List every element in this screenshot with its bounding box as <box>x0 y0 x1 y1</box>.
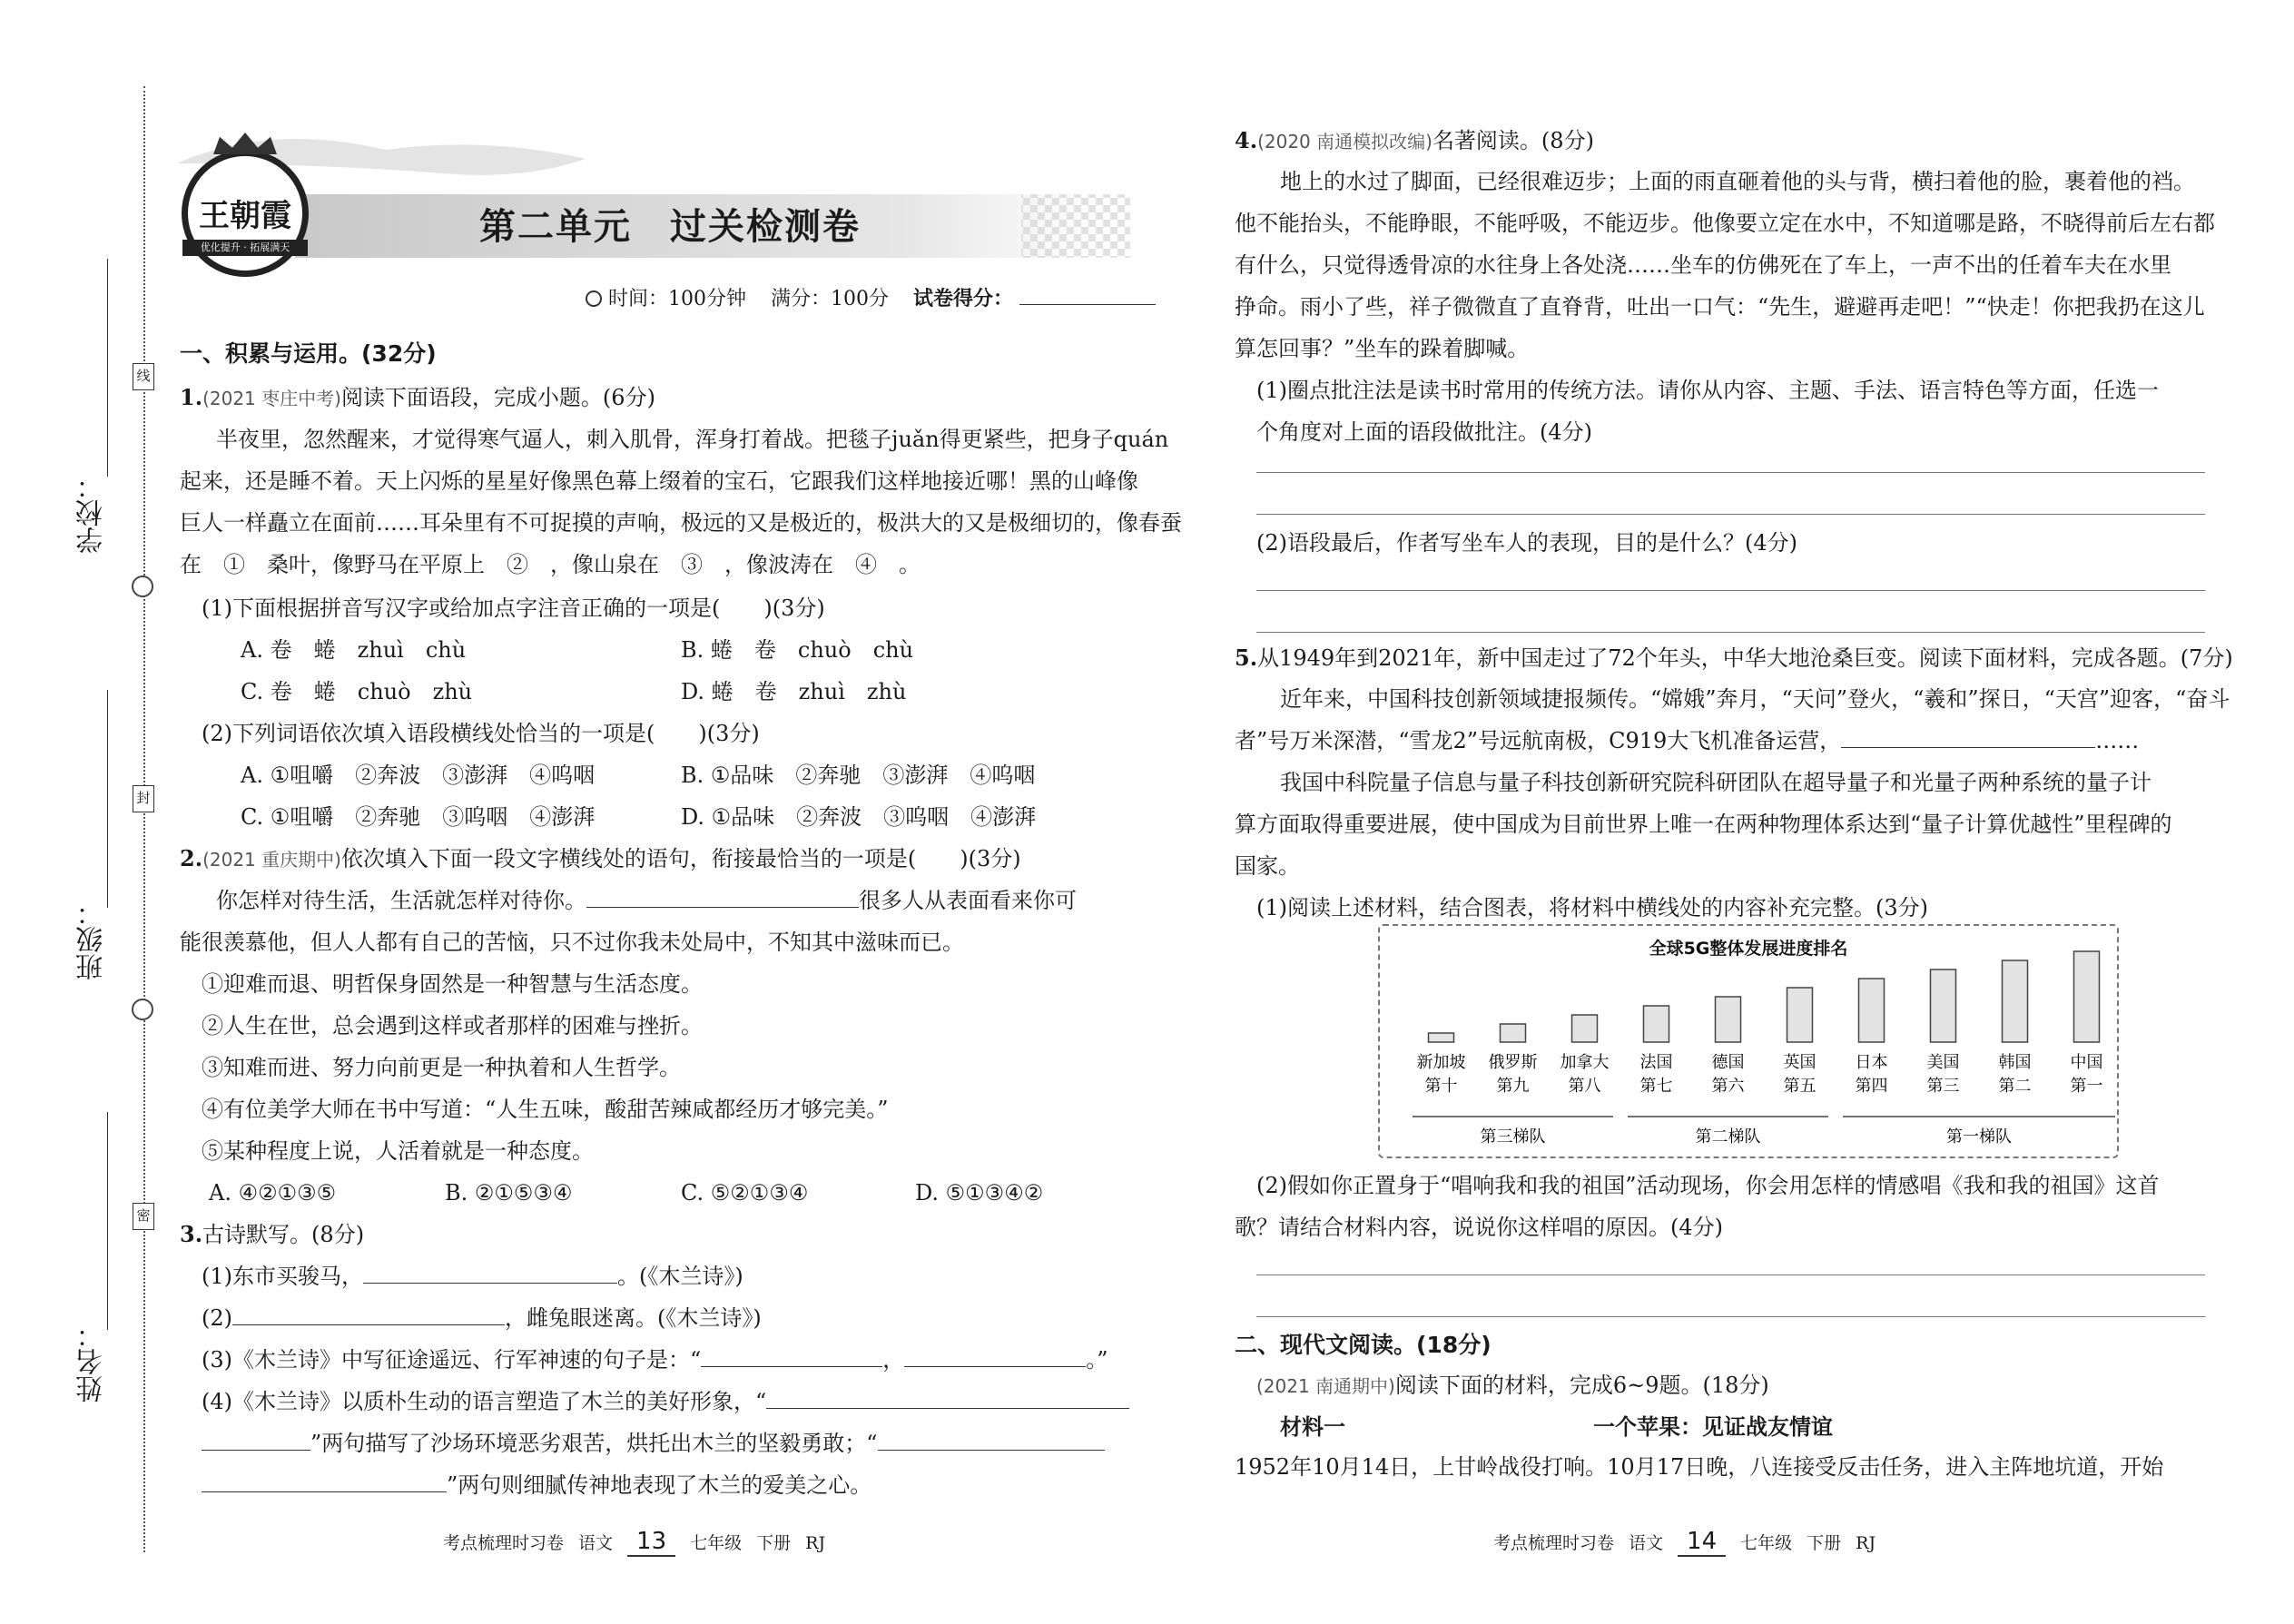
bar-chart <box>1378 924 2119 1158</box>
q2-option[interactable]: C. ⑤②①③④ <box>681 1180 809 1206</box>
q3-item4: (4)《木兰诗》以质朴生动的语言塑造了木兰的美好形象，“ <box>202 1383 1129 1420</box>
country-label: 美国 <box>1926 1053 1960 1072</box>
bar-法国 <box>1644 1006 1669 1042</box>
exam-info <box>586 281 1156 311</box>
q4-passage-line: 挣命。雨小了些，祥子微微直了直脊背，吐出一口气：“先生，避避再走吧！”“快走！你把我扔在这儿 <box>1235 294 2205 320</box>
school-underline <box>107 259 108 477</box>
brand-logo <box>182 150 309 277</box>
q1-sub1: (1)下面根据拼音写汉字或给加点字注音正确的一项是( )(3分) <box>202 595 825 621</box>
q1-sub2-option[interactable]: C. ①咀嚼 ②奔驰 ③呜咽 ④澎湃 <box>241 804 596 830</box>
q5-answer-blank[interactable] <box>1841 724 2095 748</box>
q1-passage-line: 起来，还是睡不着。天上闪烁的星星好像黑色幕上缀着的宝石，它跟我们这样地接近哪！黑的山峰像 <box>180 468 1138 494</box>
q5-para2-line: 我国中科院量子信息与量子科技创新研究院科研团队在超导量子和光量子两种系统的量子计 <box>1280 770 2151 795</box>
q1-stem: 1.(2021 枣庄中考)阅读下面语段，完成小题。(6分) <box>180 384 655 410</box>
bar-俄罗斯 <box>1501 1024 1526 1042</box>
rank-label: 第四 <box>1855 1077 1888 1096</box>
q5-sub2-cont: 歌？请结合材料内容，说说你这样唱的原因。(4分) <box>1235 1215 1723 1240</box>
q5-stem: 5.从1949年到2021年，新中国走过了72个年头，中华大地沧桑巨变。阅读下面材料，完成各题。(7分) <box>1235 645 2233 671</box>
bar-美国 <box>1931 969 1956 1042</box>
binding-ornament-icon <box>132 576 153 597</box>
material-label: 材料一 <box>1280 1414 1345 1440</box>
q4-passage-line: 他不能抬头，不能睁眼，不能呼吸，不能迈步。他像要立定在水中，不知道哪是路，不晓得前后左右都 <box>1235 211 2215 236</box>
q1-passage-line: 半夜里，忽然醒来，才觉得寒气逼人，刺入肌骨，浑身打着战。把毯子juǎn得更紧些，把身子quán <box>216 427 1169 452</box>
q1-sub1-option[interactable]: C. 卷 蜷 chuò zhù <box>241 679 473 704</box>
section2-intro: (2021 南通期中)阅读下面的材料，完成6~9题。(18分) <box>1256 1373 1769 1398</box>
q2-item: ③知难而进、努力向前更是一种执着和人生哲学。 <box>202 1055 681 1080</box>
q1-sub2-option[interactable]: B. ①品味 ②奔驰 ③澎湃 ④呜咽 <box>681 763 1036 788</box>
country-label: 俄罗斯 <box>1488 1053 1538 1072</box>
q1-sub2-option[interactable]: D. ①品味 ②奔波 ③呜咽 ④澎湃 <box>681 804 1037 830</box>
q2-option[interactable]: B. ②①⑤③④ <box>445 1180 573 1206</box>
q2-item: ⑤某种程度上说，人活着就是一种态度。 <box>202 1138 594 1164</box>
chart-title: 全球5G整体发展进度排名 <box>1649 939 1848 959</box>
q4-sub2: (2)语段最后，作者写坐车人的表现，目的是什么？(4分) <box>1256 530 1797 556</box>
name-label: 姓名： <box>76 1321 108 1403</box>
rank-label: 第五 <box>1783 1077 1816 1096</box>
q2-item: ①迎难而退、明哲保身固然是一种智慧与生活态度。 <box>202 971 703 997</box>
q4-sub1-cont: 个角度对上面的语段做批注。(4分) <box>1256 419 1592 445</box>
rank-label: 第十 <box>1424 1077 1458 1096</box>
country-label: 中国 <box>2070 1053 2103 1072</box>
q3-item4-cont: ”两句描写了沙场环境恶劣艰苦，烘托出木兰的坚毅勇敢；“ <box>202 1425 1105 1462</box>
bar-中国 <box>2074 951 2100 1042</box>
q3-blank[interactable] <box>904 1343 1086 1367</box>
q5-para2-line: 国家。 <box>1235 853 1300 879</box>
q1-sub2: (2)下列词语依次填入语段横线处恰当的一项是( )(3分) <box>202 721 760 746</box>
score-label: 满分：100分 <box>771 288 889 310</box>
group-label: 第二梯队 <box>1695 1127 1761 1147</box>
q5-sub2-answer-line[interactable] <box>1256 1316 2205 1317</box>
q1-passage-line: 在 ① 桑叶，像野马在平原上 ② ，像山泉在 ③ ，像波涛在 ④ 。 <box>180 552 921 577</box>
logo-text: 王朝霞 <box>199 198 291 234</box>
q3-item3: (3)《木兰诗》中写征途遥远、行军神速的句子是：“ ， 。” <box>202 1342 1108 1378</box>
rank-label: 第九 <box>1496 1077 1530 1096</box>
group-label: 第三梯队 <box>1480 1127 1546 1147</box>
q3-blank[interactable] <box>878 1427 1105 1451</box>
bar-韩国 <box>2003 960 2028 1042</box>
clock-icon <box>586 290 602 307</box>
country-label: 英国 <box>1783 1053 1816 1072</box>
q4-stem: 4.(2020 南通模拟改编)名著阅读。(8分) <box>1235 127 1594 153</box>
bar-新加坡 <box>1429 1033 1454 1042</box>
q3-stem: 3.古诗默写。(8分) <box>180 1221 365 1247</box>
section2-heading: 二、现代文阅读。(18分) <box>1235 1332 1492 1358</box>
page-title: 第二单元 过关检测卷 <box>479 206 861 248</box>
class-label: 班级： <box>76 899 108 980</box>
q3-item2: (2) ，雌兔眼迷离。(《木兰诗》) <box>202 1300 762 1336</box>
group-label: 第一梯队 <box>1946 1127 2012 1147</box>
q4-sub1-answer-line[interactable] <box>1256 514 2205 515</box>
name-underline <box>107 1112 108 1330</box>
q2-item: ④有位美学大师在书中写道：“人生五味，酸甜苦辣咸都经历才够完美。” <box>202 1097 889 1122</box>
q5-para2-line: 算方面取得重要进展，使中国成为目前世界上唯一在两种物理体系达到“量子计算优越性”里程碑的 <box>1235 812 2172 837</box>
q3-blank[interactable] <box>232 1302 505 1325</box>
q4-sub1-answer-line[interactable] <box>1256 472 2205 473</box>
country-label: 韩国 <box>1998 1053 2032 1072</box>
binding-ornament-icon <box>132 999 153 1020</box>
rank-label: 第八 <box>1568 1077 1601 1096</box>
rank-label: 第七 <box>1639 1077 1673 1096</box>
q2-option[interactable]: D. ⑤①③④② <box>915 1180 1044 1206</box>
school-label: 学校： <box>76 472 108 554</box>
q1-sub2-option[interactable]: A. ①咀嚼 ②奔波 ③澎湃 ④呜咽 <box>241 763 596 788</box>
q2-stem: 2.(2021 重庆期中)依次填入下面一段文字横线处的语句，衔接最恰当的一项是( )(3分) <box>180 845 1021 871</box>
paper-score-field[interactable] <box>1019 281 1156 305</box>
binding-mark-seal: 封 <box>133 785 154 812</box>
time-label: 时间：100分钟 <box>608 288 746 310</box>
q2-option[interactable]: A. ④②①③⑤ <box>209 1180 337 1206</box>
country-label: 新加坡 <box>1416 1053 1466 1072</box>
bar-加拿大 <box>1572 1015 1598 1042</box>
page-number: 14 <box>1678 1528 1726 1557</box>
q3-blank[interactable] <box>202 1427 310 1451</box>
bar-德国 <box>1716 997 1741 1042</box>
rank-label: 第二 <box>1998 1077 2032 1096</box>
material-text: 1952年10月14日，上甘岭战役打响。10月17日晚，八连接受反击任务，进入主阵地坑道，开始 <box>1235 1454 2164 1480</box>
q5-para1-line2: 者”号万米深潜，“雪龙2”号远航南极，C919大飞机准备运营， …… <box>1235 723 2139 759</box>
q2-answer-blank[interactable] <box>586 884 859 908</box>
material-title: 一个苹果：见证战友情谊 <box>1593 1414 1833 1440</box>
q1-sub1-option[interactable]: D. 蜷 卷 zhuì zhù <box>681 679 907 704</box>
logo-slogan: 优化提升 · 拓展满天 <box>182 240 308 256</box>
q5-para1-line: 近年来，中国科技创新领域捷报频传。“嫦娥”奔月，“天问”登火，“羲和”探日，“天宫”迎客，“奋斗 <box>1280 686 2230 712</box>
q3-blank[interactable] <box>202 1469 447 1492</box>
country-label: 日本 <box>1855 1053 1888 1072</box>
q5-sub2: (2)假如你正置身于“唱响我和我的祖国”活动现场，你会用怎样的情感唱《我和我的祖国》这首 <box>1256 1173 2160 1198</box>
bar-英国 <box>1787 988 1813 1042</box>
footer-left: 考点梳理时习卷 语文 13 七年级 下册 RJ <box>443 1528 826 1555</box>
binding-mark-secret: 密 <box>133 1203 154 1230</box>
q3-blank[interactable] <box>701 1343 882 1367</box>
q4-sub2-answer-line[interactable] <box>1256 632 2205 633</box>
q3-blank[interactable] <box>363 1260 617 1284</box>
rank-label: 第一 <box>2070 1077 2103 1096</box>
country-label: 法国 <box>1639 1053 1673 1072</box>
q1-passage-line: 巨人一样矗立在面前……耳朵里有不可捉摸的声响，极远的又是极近的，极洪大的又是极细切的，像春蚕 <box>180 510 1182 536</box>
q4-sub2-answer-line[interactable] <box>1256 590 2205 591</box>
q4-passage-line: 有什么，只觉得透骨凉的水往身上各处浇……坐车的仿佛死在了车上，一声不出的任着车夫在水里 <box>1235 252 2171 278</box>
q5-sub1: (1)阅读上述材料，结合图表，将材料中横线处的内容补充完整。(3分) <box>1256 895 1928 920</box>
q4-sub1: (1)圈点批注法是读书时常用的传统方法。请你从内容、主题、手法、语言特色等方面，任选一 <box>1256 378 2159 403</box>
q3-item4-end: ”两句则细腻传神地表现了木兰的爱美之心。 <box>202 1467 871 1503</box>
binding-dashed-line <box>143 86 145 1552</box>
q1-sub1-option[interactable]: B. 蜷 卷 chuò chù <box>681 637 914 663</box>
country-label: 德国 <box>1711 1053 1745 1072</box>
rank-label: 第三 <box>1926 1077 1960 1096</box>
footer-right: 考点梳理时习卷 语文 14 七年级 下册 RJ <box>1493 1528 1876 1555</box>
q3-item1: (1)东市买骏马， 。(《木兰诗》) <box>202 1258 743 1294</box>
q2-line2: 能很羡慕他，但人人都有自己的苦恼，只不过你我未处局中，不知其中滋味而已。 <box>180 930 964 955</box>
q1-sub1-option[interactable]: A. 卷 蜷 zhuì chù <box>241 637 467 663</box>
section1-heading: 一、积累与运用。(32分) <box>180 340 437 367</box>
rank-label: 第六 <box>1711 1077 1745 1096</box>
binding-mark-line: 线 <box>133 363 154 390</box>
bar-日本 <box>1859 979 1885 1042</box>
class-underline <box>107 690 108 908</box>
page-number: 13 <box>627 1528 675 1557</box>
country-label: 加拿大 <box>1560 1053 1610 1072</box>
q3-blank[interactable] <box>766 1385 1129 1409</box>
q4-passage-line: 地上的水过了脚面，已经很难迈步；上面的雨直砸着他的头与背，横扫着他的脸，裹着他的裆。 <box>1280 169 2195 194</box>
q2-item: ②人生在世，总会遇到这样或者那样的困难与挫折。 <box>202 1013 703 1038</box>
q2-line1: 你怎样对待生活，生活就怎样对待你。 很多人从表面看来你可 <box>216 882 1077 919</box>
q4-passage-line: 算怎回事？”坐车的跺着脚喊。 <box>1235 336 1530 361</box>
paper-score-label: 试卷得分： <box>913 288 1014 310</box>
